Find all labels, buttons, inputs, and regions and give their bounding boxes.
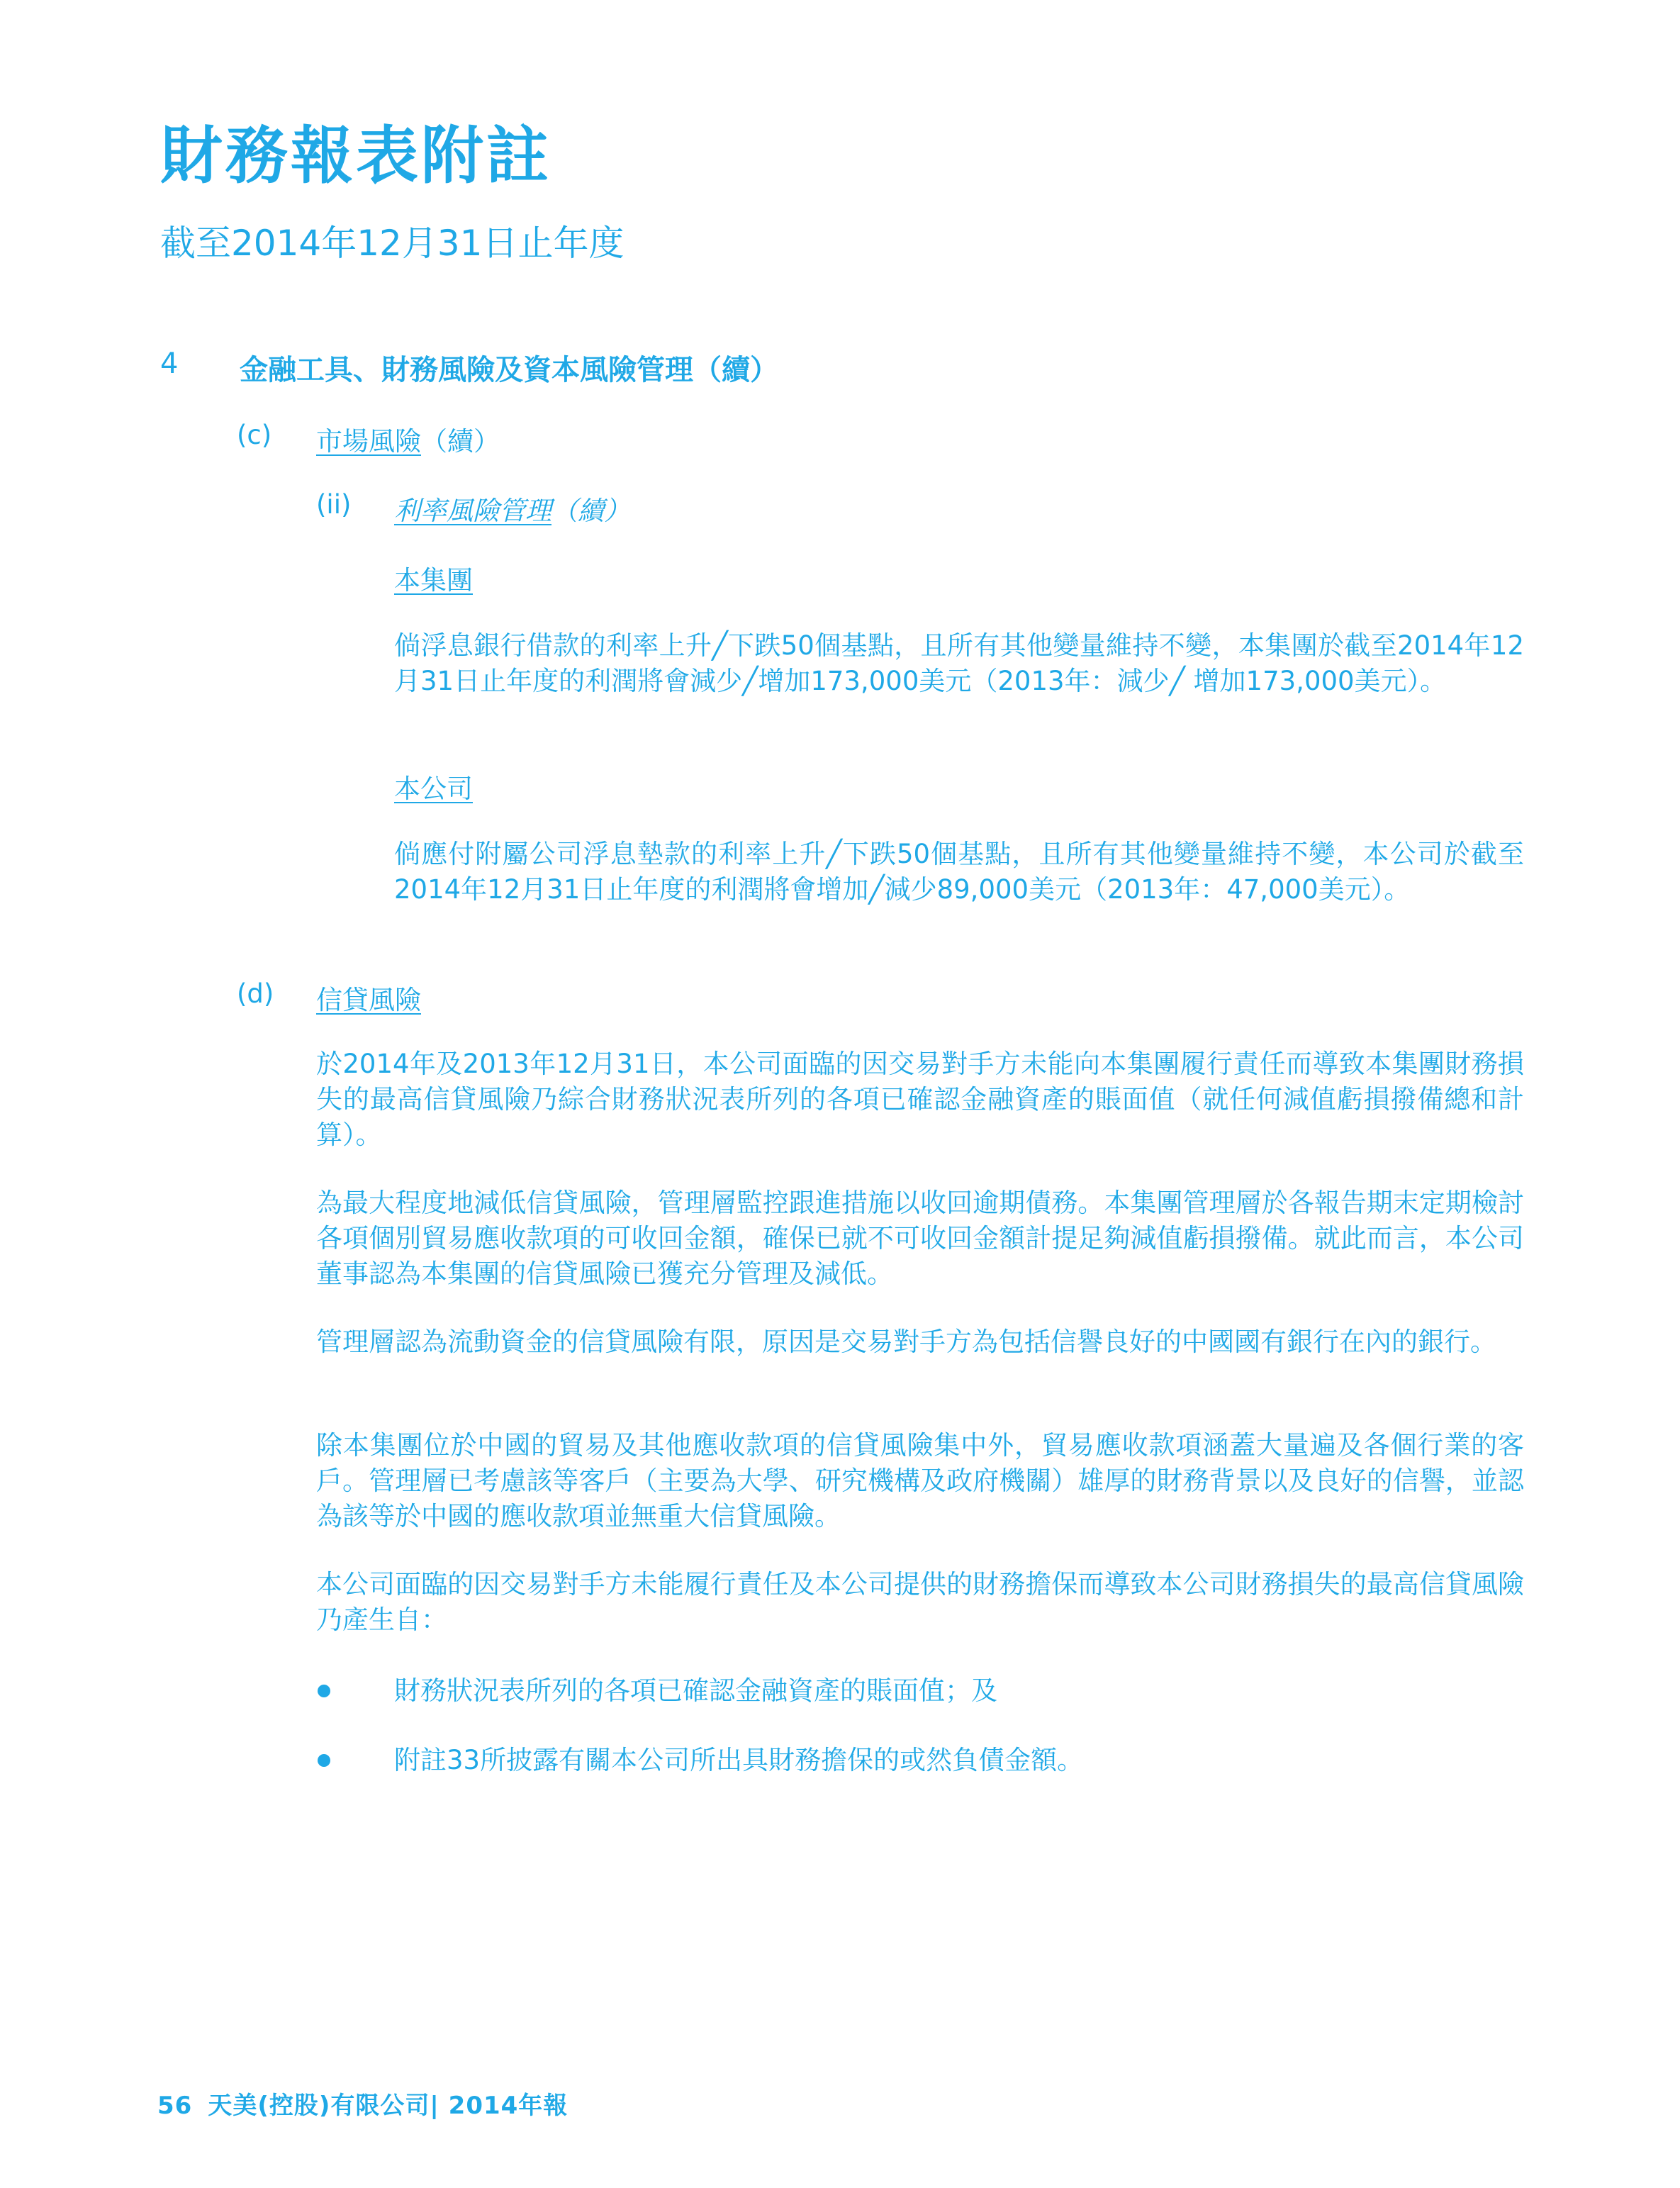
subsection-c-heading-suffix: （續） [421, 426, 500, 457]
group-heading: 本集團 [394, 565, 473, 596]
item-ii-heading [394, 489, 630, 528]
credit-risk-paragraph-4: 除本集團位於中國的貿易及其他應收款項的信貸風險集中外，貿易應收款項涵蓋大量遍及各個行業的客戶。管理層已考慮該等客戶（主要為大學、研究機構及政府機關）雄厚的財務背景以及良好的信譽，並認為該等於中國的應收款項並無重大信貸風險。 [316, 1430, 1524, 1531]
bullet-dot-icon [318, 1685, 330, 1697]
credit-risk-paragraph-1: 於2014年及2013年12月31日，本公司面臨的因交易對手方未能向本集團履行責任而導致本集團財務損失的最高信貸風險乃綜合財務狀況表所列的各項已確認金融資產的賬面值（就任何減值虧損撥備總和計算）。 [316, 1049, 1524, 1150]
group-paragraph: 倘浮息銀行借款的利率上升╱下跌50個基點，且所有其他變量維持不變，本集團於截至2014年12月31日止年度的利潤將會減少╱增加173,000美元（2013年：減少╱ 增加173,000美元）。 [394, 630, 1524, 696]
company-heading: 本公司 [394, 774, 473, 804]
page-footer [157, 2086, 568, 2121]
subsection-c-heading-text: 市場風險 [316, 426, 421, 457]
bullet-dot-icon [318, 1754, 330, 1767]
subsection-d-heading: 信貸風險 [316, 985, 421, 1015]
bullet-item-1: 財務狀況表所列的各項已確認金融資產的賬面值；及 [394, 1675, 997, 1706]
bullet-item-2: 附註33所披露有關本公司所出具財務擔保的或然負債金額。 [394, 1745, 1084, 1775]
section-number: 4 [160, 347, 179, 380]
item-ii-heading-suffix: （續） [551, 496, 630, 526]
credit-risk-paragraph-5: 本公司面臨的因交易對手方未能履行責任及本公司提供的財務擔保而導致本公司財務損失的最高信貸風險乃產生自： [316, 1569, 1524, 1635]
credit-risk-paragraph-3: 管理層認為流動資金的信貸風險有限，原因是交易對手方為包括信譽良好的中國國有銀行在內的銀行。 [316, 1327, 1496, 1357]
page-number: 56 [157, 2092, 193, 2120]
section-title: 金融工具、財務風險及資本風險管理（續） [240, 354, 778, 386]
company-paragraph: 倘應付附屬公司浮息墊款的利率上升╱下跌50個基點，且所有其他變量維持不變，本公司於截至2014年12月31日止年度的利潤將會增加╱減少89,000美元（2013年：47,000美元）。 [394, 839, 1524, 905]
page-subtitle: 截至2014年12月31日止年度 [160, 223, 625, 264]
subsection-d-marker: (d) [237, 978, 274, 1009]
footer-text: 天美(控股)有限公司| 2014年報 [208, 2092, 569, 2120]
credit-risk-paragraph-2: 為最大程度地減低信貸風險，管理層監控跟進措施以收回逾期債務。本集團管理層於各報告期末定期檢討各項個別貿易應收款項的可收回金額，確保已就不可收回金額計提足夠減值虧損撥備。就此而言，本公司董事認為本集團的信貸風險已獲充分管理及減低。 [316, 1188, 1524, 1289]
item-ii-marker: (ii) [316, 489, 352, 520]
item-ii-heading-text: 利率風險管理 [394, 496, 551, 526]
page-title: 財務報表附註 [160, 119, 552, 192]
subsection-c-heading [316, 420, 500, 458]
subsection-c-marker: (c) [237, 420, 272, 450]
